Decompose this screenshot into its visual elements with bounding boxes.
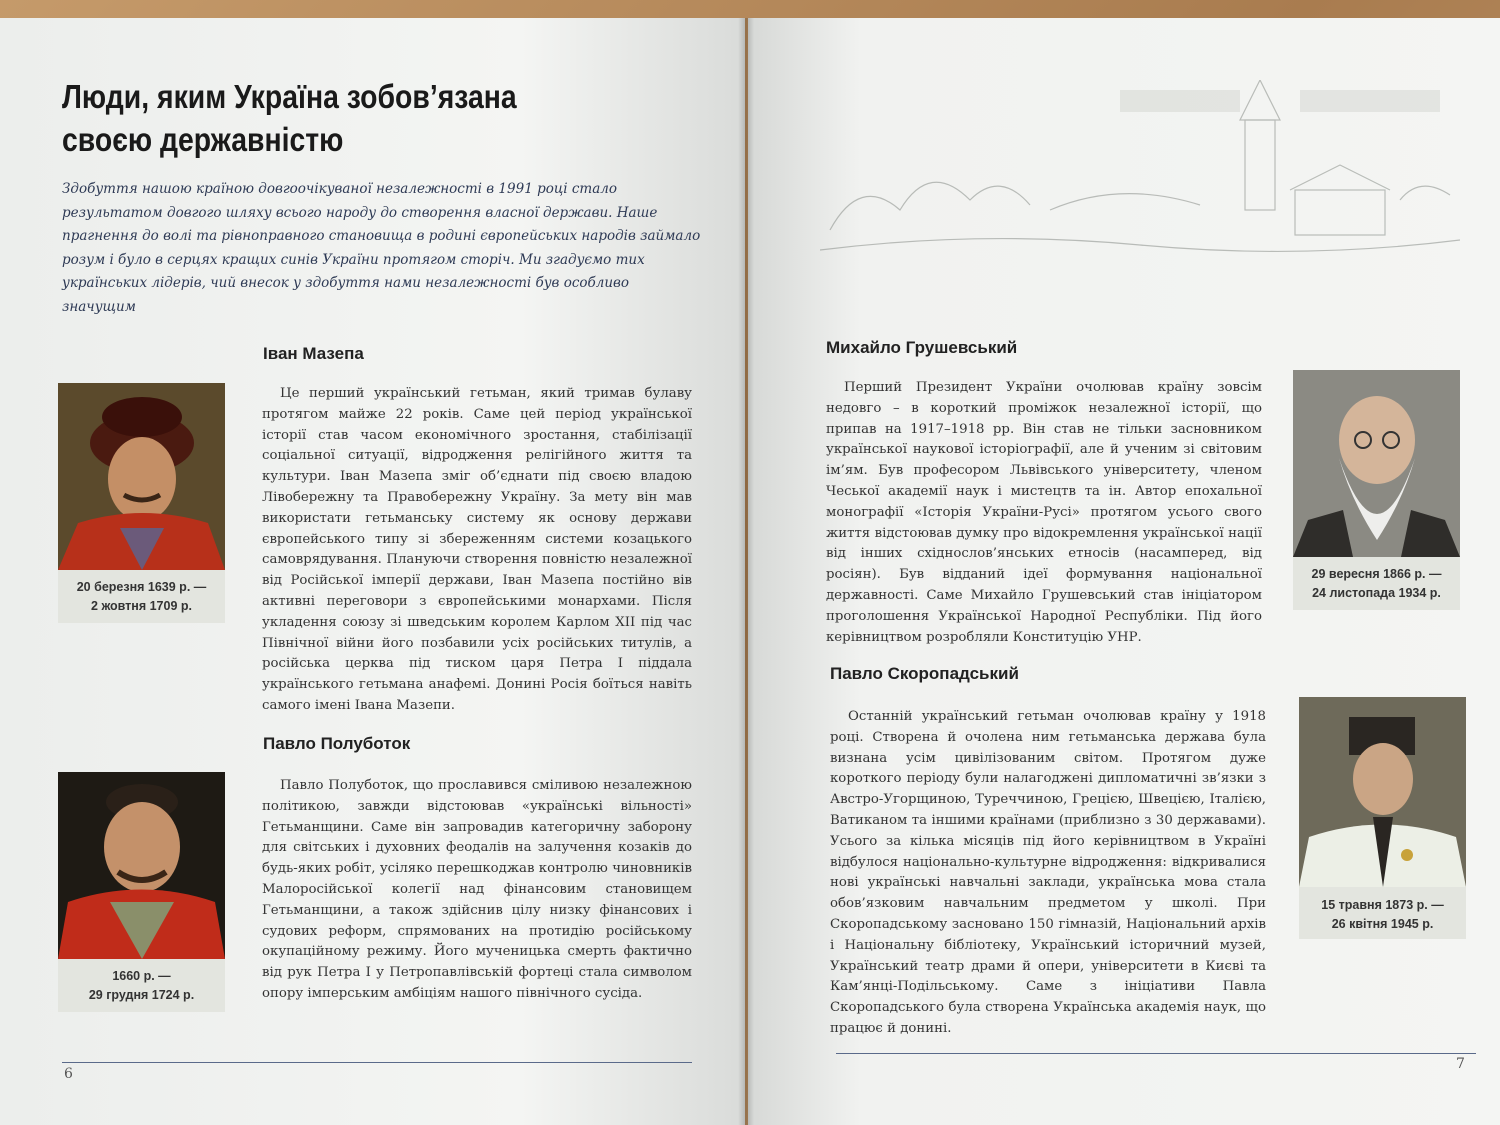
portrait-polubotok bbox=[58, 772, 225, 1012]
portrait-polubotok-image bbox=[58, 772, 225, 959]
page-number-left: 6 bbox=[64, 1066, 73, 1082]
bio-hrushevskyi: Перший Президент України очолював країну зовсім недовго – в короткий проміжок незалежної історії, що припав на 1917–1918 рр. Він став не тільки засновником української наукової історіографії, але й ученим зі світовим ім’ям. Був професором Львівського університету, членом Чеської академії наук і мистецтв та ін. Автор епохальної монографії «Історія України-Русі» протягом усього свого життя відстоював думку про відокремлення української нації від інших східнослов’янських етносів (насамперед, від росіян). Був відданий ідеї формування національної державності. Саме Михайло Грушевський став ініціатором проголошення Української Народної Республіки. Під його керівництвом розробляли Конституцію УНР. bbox=[826, 380, 1262, 645]
dates-skoropadskyi-line2: 26 квітня 1945 р. bbox=[1331, 917, 1434, 931]
dates-polubotok-line2: 29 грудня 1724 р. bbox=[88, 988, 195, 1002]
portrait-mazepa-image bbox=[58, 383, 225, 570]
portrait-mazepa bbox=[58, 383, 225, 623]
title-line-2: своєю державністю bbox=[62, 121, 344, 158]
portrait-skoropadskyi bbox=[1299, 697, 1466, 939]
bio-skoropadskyi: Останній український гетьман очолював країну у 1918 році. Створена й очолена ним гетьманська держава була визнана усім цивілізованим світом. Протягом дуже короткого періоду були налагоджені дипломатичні зв’язки з Австро-Угорщиною, Туреччиною, Грецією, Швецією, Італією, Ватиканом та іншими країнами (приблизно з 30 державами). Усього за кілька місяців під його керівництвом в Україні відбулося національно-культурне відродження: відкривалися нові українські навчальні заклади, українська мова стала обов’язковим навчальним предметом у школі. При Скоропадському засновано 150 гімназій, Національний архів і Національну бібліотеку, Український історичний музей, Український театр драми й опери, університети в Києві та Кам’янці-Подільському. Саме з ініціативи Павла Скоропадського була створена Українська академія наук, що працює й донині. bbox=[830, 709, 1266, 1036]
person-name-skoropadskyi: Павло Скоропадський bbox=[830, 664, 1019, 683]
page-number-right: 7 bbox=[1456, 1056, 1465, 1072]
dates-hrushevskyi-line1: 29 вересня 1866 р. — bbox=[1311, 567, 1442, 581]
village-sketch-illustration bbox=[820, 80, 1460, 280]
intro-paragraph: Здобуття нашою країною довгоочікуваної незалежності в 1991 році стало результатом довгого шляху всього народу до створення власної держави. Наше прагнення до волі та рівноправного становища в родині європейських народів займало розум і було в серцях кращих синів України протягом сторіч. Ми згадуємо тих українських лідерів, чий внесок у здобуття нами незалежності був особливо значущим bbox=[62, 181, 701, 315]
person-name-hrushevskyi: Михайло Грушевський bbox=[826, 338, 1018, 357]
dates-mazepa bbox=[58, 578, 225, 616]
dates-mazepa-line2: 2 жовтня 1709 р. bbox=[91, 599, 192, 613]
portrait-hrushevskyi bbox=[1293, 370, 1460, 610]
person-name-mazepa: Іван Мазепа bbox=[263, 344, 364, 363]
dates-skoropadskyi-line1: 15 травня 1873 р. — bbox=[1321, 898, 1444, 912]
dates-hrushevskyi-line2: 24 листопада 1934 р. bbox=[1312, 586, 1441, 600]
person-name-polubotok: Павло Полуботок bbox=[263, 734, 411, 753]
footer-rule-left bbox=[62, 1062, 692, 1063]
dates-polubotok-line1: 1660 р. — bbox=[112, 969, 171, 983]
title-line-1: Люди, яким Україна зобов’язана bbox=[62, 78, 517, 115]
portrait-skoropadskyi-image bbox=[1299, 697, 1466, 887]
dates-polubotok bbox=[58, 967, 225, 1005]
footer-rule-right bbox=[836, 1053, 1476, 1054]
dates-skoropadskyi bbox=[1299, 896, 1466, 934]
page-title bbox=[62, 75, 544, 161]
dates-mazepa-line1: 20 березня 1639 р. — bbox=[76, 580, 207, 594]
bio-mazepa: Це перший український гетьман, який тримав булаву протягом майже 22 років. Саме цей період української історії став часом економічного зростання, стабілізації соціальної ситуації, відродження релігійного життя та культури. Іван Мазепа зміг об’єднати під своєю владою Лівобережну та Правобережну Україну. За мету він мав використати гетьманську систему як основу держави європейського типу зі збереженням системи козацького самоврядування. Плануючи створення повністю незалежної від Російської імперії держави, Іван Мазепа постійно вів активні переговори з європейськими монархами. Після укладення союзу зі шведським королем Карлом XII під час Північної війни його позбавили усіх російських титулів, а російська церква під тиском царя Петра І піддала українського гетьмана анафемі. Донині Росія боїться навіть самого імені Івана Мазепи. bbox=[262, 386, 692, 713]
dates-hrushevskyi bbox=[1293, 565, 1460, 603]
portrait-hrushevskyi-image bbox=[1293, 370, 1460, 557]
book-gutter bbox=[738, 18, 754, 1125]
bio-polubotok: Павло Полуботок, що прославився сміливою незалежною політикою, завжди відстоював «українські вільності» Гетьманщини. Саме він запровадив категоричну заборону для світських і духовних феодалів на залучення козаків до будь-яких робіт, усіляко перешкоджав контролю чиновників Малоросійської колегії над фінансовим становищем Гетьманщини, а також здійснив цілу низку фінансових і судових реформ, спрямованих на протидію російському окупаційному режиму. Його мученицька смерть фактично від рук Петра І у Петропавлівській фортеці стала символом опору імперським амбіціям нашого північного сусіда. bbox=[262, 778, 692, 1001]
